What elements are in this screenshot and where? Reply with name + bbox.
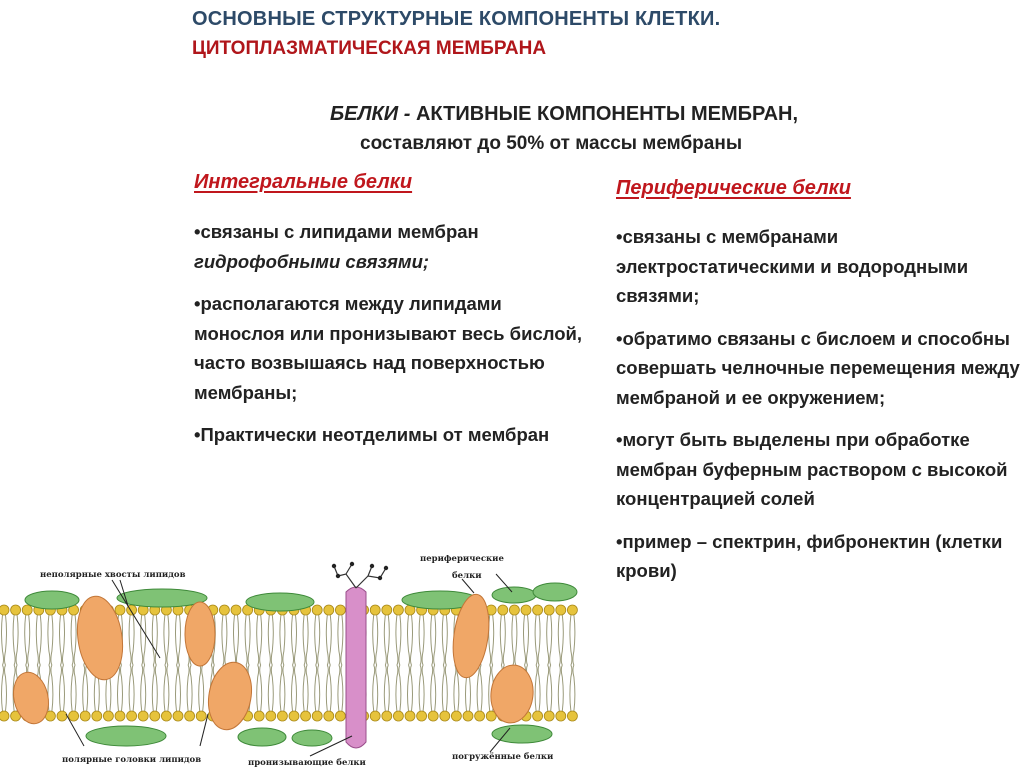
lipid-tail (176, 665, 178, 711)
label-peripheral-2: белки (452, 571, 482, 581)
lipid-tail (492, 615, 494, 665)
lipid-head (567, 711, 577, 721)
lipid-head (382, 605, 392, 615)
lipid-tail (341, 615, 343, 665)
lipid-tail (51, 615, 53, 665)
lipid-tail (373, 665, 375, 711)
lipid-head (312, 711, 322, 721)
lipid-tail (179, 665, 181, 711)
lipid-tail (280, 615, 282, 665)
lipid-tail (376, 615, 378, 665)
label-lipid-heads: полярные головки липидов (62, 755, 202, 765)
lipid-tail (338, 615, 340, 665)
lipid-head (254, 711, 264, 721)
lipid-tail (268, 615, 270, 665)
peripheral-protein (25, 591, 79, 609)
list-item: •Практически неотделимы от мембран (194, 424, 550, 445)
lipid-tail (141, 665, 143, 711)
peripheral-heading: Периферические белки (616, 177, 851, 199)
lipid-head (533, 711, 543, 721)
lipid-tail (13, 615, 15, 665)
lipid-tail (570, 615, 572, 665)
lipid-tail (315, 665, 317, 711)
lipid-tail (295, 615, 297, 665)
lipid-tail (2, 615, 4, 665)
lipid-head (475, 711, 485, 721)
lipid-tail (129, 665, 131, 711)
lipid-head (277, 711, 287, 721)
lipid-tail (329, 615, 331, 665)
lipid-head (92, 711, 102, 721)
lipid-tail (573, 665, 575, 711)
subtitle-line2: составляют до 50% от массы мембраны (360, 133, 743, 154)
lipid-tail (292, 665, 294, 711)
lipid-tail (167, 615, 169, 665)
lipid-tail (155, 615, 157, 665)
lipid-tail (411, 615, 413, 665)
lipid-tail (547, 615, 549, 665)
lipid-head (428, 711, 438, 721)
lipid-tail (155, 665, 157, 711)
lipid-tail (2, 665, 4, 711)
lipid-tail (318, 665, 320, 711)
lipid-tail (190, 665, 192, 711)
lipid-tail (570, 665, 572, 711)
lipid-tail (292, 615, 294, 665)
lipid-head (0, 711, 9, 721)
lipid-head (556, 711, 566, 721)
lipid-head (103, 711, 113, 721)
lipid-tail (129, 615, 131, 665)
lipid-head (161, 711, 171, 721)
lipid-tail (408, 615, 410, 665)
glycan-bead (384, 566, 388, 570)
lipid-tail (152, 665, 154, 711)
lipid-tail (422, 665, 424, 711)
lipid-tail (237, 615, 239, 665)
lipid-tail (408, 665, 410, 711)
lipid-head (0, 605, 9, 615)
lipid-tail (71, 665, 73, 711)
lipid-tail (419, 615, 421, 665)
lipid-tail (550, 665, 552, 711)
lipid-tail (283, 665, 285, 711)
lipid-tail (399, 665, 401, 711)
lipid-head (22, 605, 32, 615)
lipid-tail (384, 615, 386, 665)
lipid-tail (141, 615, 143, 665)
lipid-head (115, 711, 125, 721)
lipid-tail (39, 615, 41, 665)
list-item: •пример – спектрин, фибронектин (клетки крови) (616, 530, 1003, 581)
lipid-tail (411, 665, 413, 711)
lipid-tail (454, 665, 456, 711)
transmembrane-protein (346, 587, 366, 748)
lipid-tail (132, 615, 134, 665)
lipid-tail (329, 665, 331, 711)
lipid-head (115, 605, 125, 615)
peripheral-protein (292, 730, 332, 746)
lipid-tail (326, 665, 328, 711)
lipid-tail (561, 615, 563, 665)
lipid-tail (283, 615, 285, 665)
lipid-tail (387, 665, 389, 711)
peripheral-protein (492, 725, 552, 743)
lipid-head (231, 605, 241, 615)
lipid-tail (315, 615, 317, 665)
lipid-tail (202, 665, 204, 711)
integral-protein (185, 602, 215, 666)
lipid-head (405, 711, 415, 721)
lipid-tail (25, 615, 27, 665)
lipid-tail (442, 615, 444, 665)
lipid-tail (306, 615, 308, 665)
lipid-tail (326, 615, 328, 665)
lipid-tail (434, 665, 436, 711)
lipid-tail (260, 615, 262, 665)
lipid-tail (144, 615, 146, 665)
peripheral-protein (533, 583, 577, 601)
label-lipid-tails: неполярные хвосты липидов (40, 570, 186, 580)
lipid-tail (74, 665, 76, 711)
lipid-tail (295, 665, 297, 711)
integral-list (194, 217, 594, 463)
lipid-tail (71, 615, 73, 665)
lipid-tail (48, 615, 50, 665)
lipid-tail (268, 665, 270, 711)
subtitle-rest: АКТИВНЫЕ КОМПОНЕНТЫ МЕМБРАН, (410, 103, 799, 125)
lipid-tail (187, 665, 189, 711)
lipid-head (185, 711, 195, 721)
lipid-tail (445, 665, 447, 711)
lipid-tail (445, 615, 447, 665)
lipid-tail (399, 615, 401, 665)
lipid-tail (60, 615, 62, 665)
lipid-tail (271, 665, 273, 711)
lipid-tail (118, 665, 120, 711)
lipid-tail (222, 615, 224, 665)
lipid-tail (396, 615, 398, 665)
lipid-tail (36, 615, 38, 665)
peripheral-protein (86, 726, 166, 746)
lipid-tail (524, 615, 526, 665)
lipid-tail (306, 665, 308, 711)
lipid-head (393, 605, 403, 615)
lipid-head (417, 711, 427, 721)
lipid-tail (74, 615, 76, 665)
lipid-tail (260, 665, 262, 711)
lipid-head (544, 605, 554, 615)
list-item: •обратимо связаны с бислоем и способны совершать челночные перемещения между мембраной и ее окружением; (616, 327, 1020, 408)
peripheral-protein (246, 593, 314, 611)
glycan-chain (334, 564, 386, 588)
lipid-head (324, 711, 334, 721)
lipid-tail (341, 665, 343, 711)
lipid-tail (515, 615, 517, 665)
slide-title-membrane: ЦИТОПЛАЗМАТИЧЕСКАЯ МЕМБРАНА (192, 38, 547, 59)
lipid-tail (176, 615, 178, 665)
lipid-tail (512, 615, 514, 665)
lipid-head (150, 711, 160, 721)
lipid-tail (538, 665, 540, 711)
label-peripheral-1: периферические (420, 554, 504, 564)
lipid-tail (303, 665, 305, 711)
peripheral-protein (117, 589, 207, 607)
slide-title: ОСНОВНЫЕ СТРУКТУРНЫЕ КОМПОНЕНТЫ КЛЕТКИ. (192, 8, 721, 30)
lipid-tail (422, 615, 424, 665)
lipid-head (556, 605, 566, 615)
peripheral-list (616, 222, 1021, 599)
lipid-tail (16, 615, 18, 665)
lipid-head (370, 605, 380, 615)
lipid-head (69, 711, 79, 721)
lipid-head (324, 605, 334, 615)
lipid-tail (535, 665, 537, 711)
list-item: •связаны с липидами мембран гидрофобными связями; (194, 221, 479, 272)
lipid-tail (121, 665, 123, 711)
lipid-tail (442, 665, 444, 711)
lipid-tail (387, 615, 389, 665)
lipid-head (335, 711, 345, 721)
lipid-head (335, 605, 345, 615)
lipid-tail (318, 615, 320, 665)
lipid-tail (434, 615, 436, 665)
lipid-tail (431, 665, 433, 711)
list-item: •могут быть выделены при обработке мембран буферным раствором с высокой концентрацией солей (616, 429, 1008, 509)
peripheral-protein (238, 728, 286, 746)
list-item: •располагаются между липидами монослоя или пронизывают весь бислой, часто возвышаясь над поверхностью мембраны; (194, 293, 583, 403)
lipid-tail (51, 665, 53, 711)
peripheral-protein (492, 587, 536, 603)
lipid-head (173, 711, 183, 721)
lipid-tail (527, 615, 529, 665)
lipid-head (498, 605, 508, 615)
glycan-bead (336, 574, 340, 578)
lipid-tail (503, 615, 505, 665)
lipid-tail (396, 665, 398, 711)
lipid-tail (561, 665, 563, 711)
lipid-tail (60, 665, 62, 711)
lipid-head (451, 711, 461, 721)
lipid-tail (248, 615, 250, 665)
lipid-tail (303, 615, 305, 665)
lipid-head (301, 711, 311, 721)
lipid-head (370, 711, 380, 721)
label-embedded-proteins: погружённые белки (452, 752, 554, 762)
lipid-tail (480, 665, 482, 711)
lipid-tail (83, 665, 85, 711)
lipid-head (138, 711, 148, 721)
lipid-head (521, 605, 531, 615)
glycan-bead (332, 564, 336, 568)
lipid-tail (489, 665, 491, 711)
lipid-tail (152, 615, 154, 665)
lipid-head (11, 605, 21, 615)
lipid-tail (550, 615, 552, 665)
lipid-tail (477, 665, 479, 711)
lipid-tail (280, 665, 282, 711)
lipid-head (196, 711, 206, 721)
lipid-tail (179, 615, 181, 665)
glycan-bead (370, 564, 374, 568)
lipid-tail (573, 615, 575, 665)
lipid-head (509, 605, 519, 615)
glycan-bead (378, 576, 382, 580)
lipid-tail (257, 665, 259, 711)
lipid-head (440, 711, 450, 721)
lipid-tail (384, 665, 386, 711)
lipid-head (544, 711, 554, 721)
lipid-head (533, 605, 543, 615)
lipid-head (463, 711, 473, 721)
lipid-tail (225, 615, 227, 665)
lipid-tail (28, 615, 30, 665)
lipid-tail (338, 665, 340, 711)
lipid-head (393, 711, 403, 721)
lipid-tail (132, 665, 134, 711)
label-transmembrane-proteins: пронизывающие белки (248, 758, 366, 767)
lipid-tail (63, 615, 65, 665)
lipid-tail (63, 665, 65, 711)
lipid-tail (234, 615, 236, 665)
lipid-tail (245, 615, 247, 665)
lipid-tail (431, 615, 433, 665)
lipid-tail (271, 615, 273, 665)
integral-protein (203, 659, 256, 733)
membrane-diagram (0, 548, 580, 767)
subtitle-emphasis: БЕЛКИ - (330, 103, 411, 125)
lipid-head (289, 711, 299, 721)
lipid-tail (5, 615, 7, 665)
lipid-tail (144, 665, 146, 711)
lipid-tail (547, 665, 549, 711)
lipid-tail (257, 615, 259, 665)
lipid-tail (535, 615, 537, 665)
lipid-tail (167, 665, 169, 711)
lipid-tail (164, 615, 166, 665)
lipid-head (567, 605, 577, 615)
lipid-head (219, 605, 229, 615)
lipid-tail (5, 665, 7, 711)
glycan-bead (350, 562, 354, 566)
list-item: •связаны с мембранами электростатическими и водородными связями; (616, 226, 969, 306)
lipid-tail (86, 665, 88, 711)
lipid-head (382, 711, 392, 721)
lipid-tail (376, 665, 378, 711)
lipid-tail (538, 615, 540, 665)
lipid-tail (558, 615, 560, 665)
lipid-head (266, 711, 276, 721)
lipid-head (80, 711, 90, 721)
lipid-tail (164, 665, 166, 711)
integral-heading: Интегральные белки (194, 171, 413, 193)
lipid-tail (558, 665, 560, 711)
lipid-tail (199, 665, 201, 711)
lipid-tail (373, 615, 375, 665)
lipid-head (312, 605, 322, 615)
lipid-tail (419, 665, 421, 711)
lipid-head (127, 711, 137, 721)
lipid-tail (500, 615, 502, 665)
subtitle (330, 103, 798, 126)
lipid-head (57, 711, 67, 721)
